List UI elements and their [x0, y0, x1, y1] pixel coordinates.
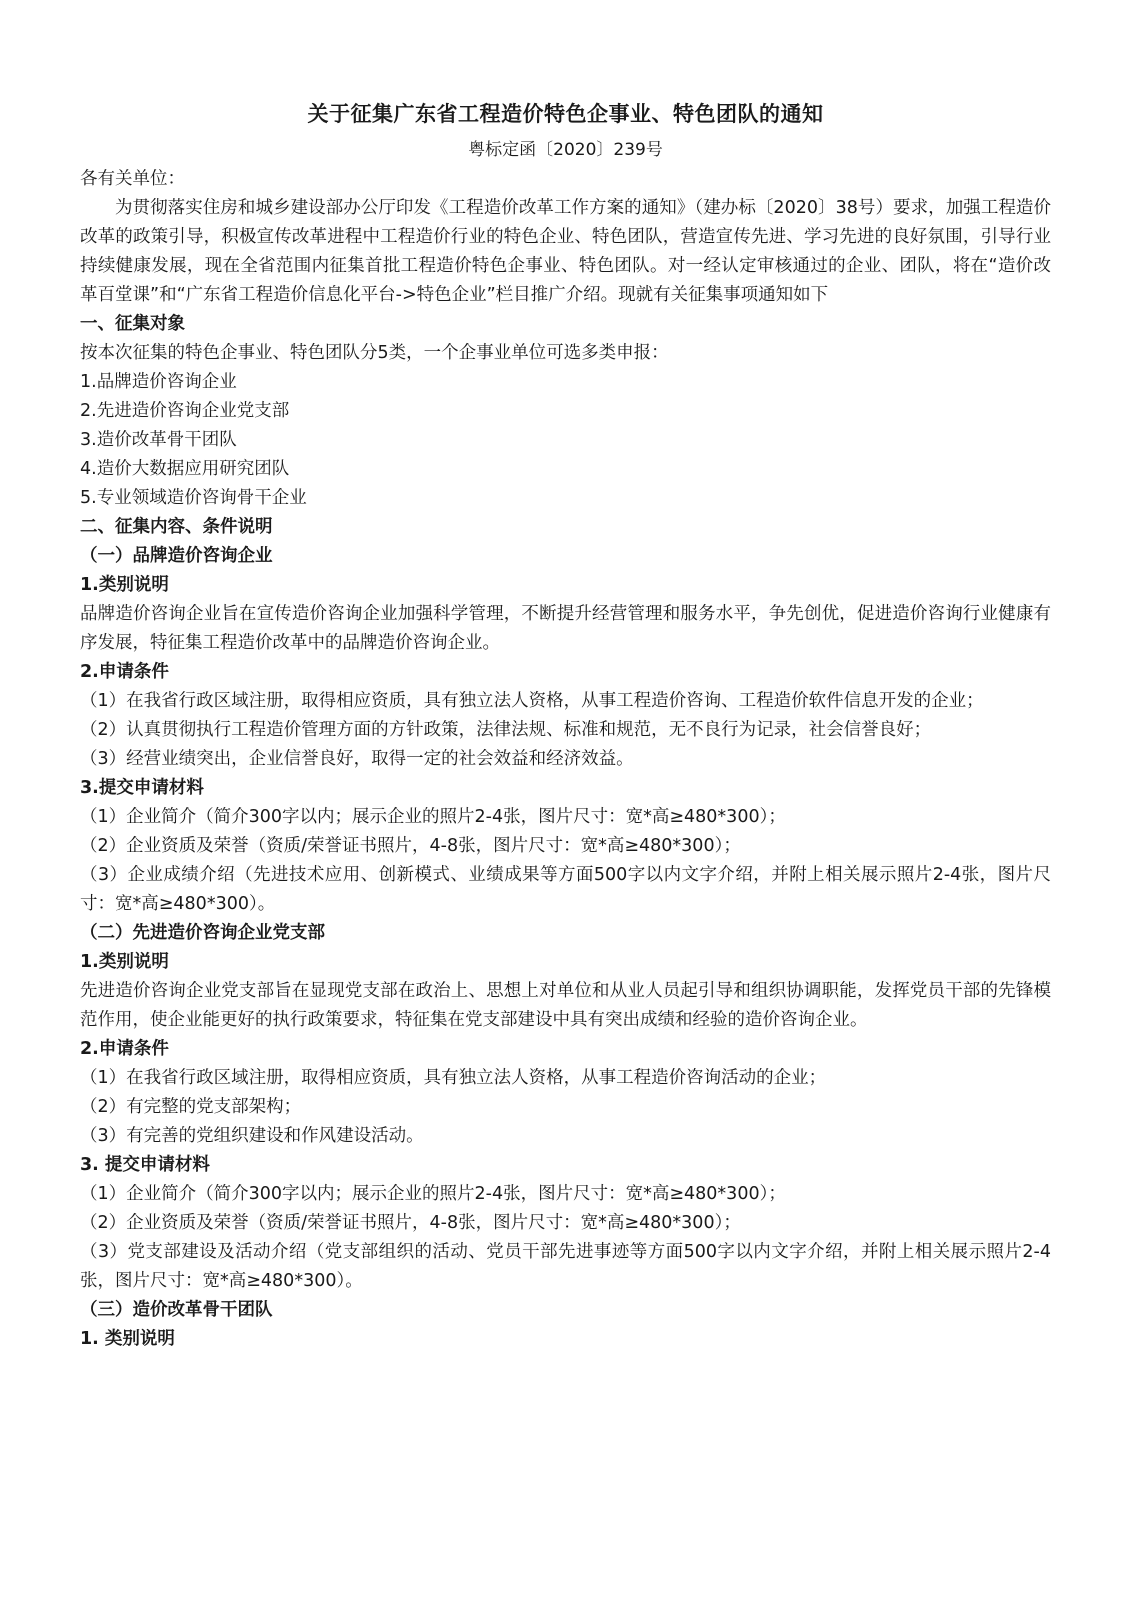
category-item: 2.先进造价咨询企业党支部	[80, 401, 290, 421]
subsection-heading-party-branch: （二）先进造价咨询企业党支部	[80, 923, 325, 943]
condition-item: （3）有完善的党组织建设和作风建设活动。	[80, 1126, 424, 1146]
document-title: 关于征集广东省工程造价特色企事业、特色团队的通知	[307, 102, 824, 126]
condition-item: （2）认真贯彻执行工程造价管理方面的方针政策，法律法规、标准和规范，无不良行为记录，社会信誉良好；	[80, 720, 932, 740]
category-item: 3.造价改革骨干团队	[80, 430, 237, 450]
condition-item: （3）经营业绩突出，企业信誉良好，取得一定的社会效益和经济效益。	[80, 749, 634, 769]
category-description: 品牌造价咨询企业旨在宣传造价咨询企业加强科学管理，不断提升经营管理和服务水平，争先创优，促进造价咨询行业健康有序发展，特征集工程造价改革中的品牌造价咨询企业。	[80, 604, 1051, 653]
section-text-targets: 按本次征集的特色企事业、特色团队分5类，一个企事业单位可选多类申报：	[80, 343, 669, 363]
material-item: （1）企业简介（简介300字以内；展示企业的照片2-4张，图片尺寸：宽*高≥480*300）；	[80, 807, 786, 827]
section-heading-content: 二、征集内容、条件说明	[80, 517, 273, 537]
subheading-materials: 3.提交申请材料	[80, 778, 204, 798]
subheading-materials: 3. 提交申请材料	[80, 1155, 210, 1175]
material-item: （3）企业成绩介绍（先进技术应用、创新模式、业绩成果等方面500字以内文字介绍，并附上相关展示照片2-4张，图片尺寸：宽*高≥480*300）。	[80, 865, 1051, 914]
subheading-conditions: 2.申请条件	[80, 1039, 169, 1059]
category-item: 4.造价大数据应用研究团队	[80, 459, 290, 479]
category-description: 先进造价咨询企业党支部旨在显现党支部在政治上、思想上对单位和从业人员起引导和组织协调职能，发挥党员干部的先锋模范作用，使企业能更好的执行政策要求，特征集在党支部建设中具有突出成绩和经验的造价咨询企业。	[80, 981, 1051, 1030]
category-item: 1.品牌造价咨询企业	[80, 372, 237, 392]
salutation: 各有关单位：	[80, 169, 185, 189]
subheading-conditions: 2.申请条件	[80, 662, 169, 682]
material-item: （1）企业简介（简介300字以内；展示企业的照片2-4张，图片尺寸：宽*高≥480*300）；	[80, 1184, 786, 1204]
intro-paragraph: 为贯彻落实住房和城乡建设部办公厅印发《工程造价改革工作方案的通知》（建办标〔2020〕38号）要求，加强工程造价改革的政策引导，积极宣传改革进程中工程造价行业的特色企业、特色团队，营造宣传先进、学习先进的良好氛围，引导行业持续健康发展，现在全省范围内征集首批工程造价特色企事业、特色团队。对一经认定审核通过的企业、团队，将在“造价改革百堂课”和“广东省工程造价信息化平台->特色企业”栏目推广介绍。现就有关征集事项通知如下	[80, 198, 1051, 305]
section-heading-targets: 一、征集对象	[80, 314, 185, 334]
subheading-category-desc: 1.类别说明	[80, 575, 169, 595]
condition-item: （1）在我省行政区域注册，取得相应资质，具有独立法人资格，从事工程造价咨询、工程造价软件信息开发的企业；	[80, 691, 984, 711]
document-number: 粤标定函〔2020〕239号	[468, 140, 663, 160]
material-item: （2）企业资质及荣誉（资质/荣誉证书照片，4-8张，图片尺寸：宽*高≥480*300）；	[80, 836, 741, 856]
subsection-heading-reform-team: （三）造价改革骨干团队	[80, 1300, 273, 1320]
subheading-category-desc: 1. 类别说明	[80, 1329, 175, 1349]
subsection-heading-brand: （一）品牌造价咨询企业	[80, 546, 273, 566]
category-item: 5.专业领域造价咨询骨干企业	[80, 488, 307, 508]
condition-item: （1）在我省行政区域注册，取得相应资质，具有独立法人资格，从事工程造价咨询活动的企业；	[80, 1068, 827, 1088]
subheading-category-desc: 1.类别说明	[80, 952, 169, 972]
material-item: （3）党支部建设及活动介绍（党支部组织的活动、党员干部先进事迹等方面500字以内文字介绍，并附上相关展示照片2-4张，图片尺寸：宽*高≥480*300）。	[80, 1242, 1051, 1291]
material-item: （2）企业资质及荣誉（资质/荣誉证书照片，4-8张，图片尺寸：宽*高≥480*300）；	[80, 1213, 741, 1233]
condition-item: （2）有完整的党支部架构；	[80, 1097, 302, 1117]
